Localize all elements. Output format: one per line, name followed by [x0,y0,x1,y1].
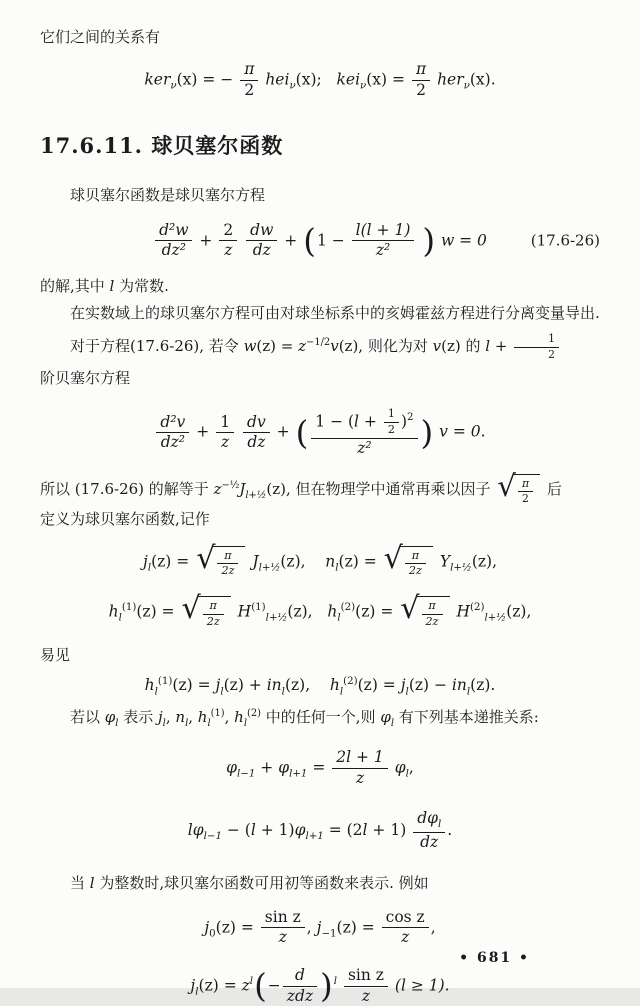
her-subscript: ν [463,80,470,92]
J-symbol: J [252,551,259,570]
left-paren: ( [254,967,267,1006]
radical-sign: √ [497,468,516,503]
equation-17-6-26 [40,222,600,261]
plus-sign: + [284,230,298,249]
her-symbol: her [437,70,464,89]
two-over-z-fraction: $\frac{2}{z}$ [219,222,237,261]
j-symbol: j [143,551,148,570]
right-paren: ) [422,221,436,260]
v-equals-zero: v = 0. [439,422,486,441]
section-heading [40,130,600,160]
J-subscript: l+½ [245,489,267,501]
l-variable: l [89,873,95,892]
paragraph-transform: 对于方程(17.6-26), 若令 $w(z) = z^{-1/2}v(z)$, 则化为对 v(z) 的 l + $\frac{1}{2}$ [40,333,600,361]
equation-bessel-v [40,408,600,457]
z-exponent: −½ [221,479,240,491]
h-symbol: h [108,602,119,621]
radical-sign: √ [383,540,403,576]
left-paren: ( [295,413,309,452]
n-symbol: n [325,551,336,570]
one-over-z-fraction: $\frac{1}{z}$ [216,414,234,453]
plus-sign: + [196,422,210,441]
w-equals-zero: w = 0 [440,230,487,249]
pi-over-2-fraction: $\frac{\pi}{2}$ [412,61,430,100]
paragraph-equation-intro: 球贝塞尔函数是球贝塞尔方程 [70,185,266,204]
paragraph-solution-note: 的解,其中 l 为常数. [40,277,169,296]
right-paren: ) [320,967,333,1006]
one-minus: 1 − [316,230,345,249]
sinz-over-z-fraction: $\frac{\text{sin z}}{z}$ [261,909,305,948]
l-variable: l [109,277,115,296]
d2w-dz2-fraction: $\frac{\text{d²w}}{\text{dz²}}$ [155,222,192,261]
one-half-fraction: $\frac{1}{2}$ [384,408,399,437]
v-variable: v [330,337,339,356]
eq-text: (x) = [366,70,405,89]
l-l-plus-1-over-z2-fraction: $\frac{l(l + 1)}{\text{z²}}$ [352,222,415,261]
z-variable: z [298,337,307,356]
paragraph-integer: 当 l 为整数时,球贝塞尔函数可用初等函数来表示. 例如 [70,873,429,892]
equation-jl-nl: $j_l(z)$ = √ $\frac{\pi}{2z}$ $J_{l+\frac{1}{2}}(z)$, $n_l(z)$ = √ $\frac{\pi}{2z}$ $Y_{l+\frac{1}{2}}(z)$, [143,540,497,578]
paragraph-so: 所以 (17.6-26) 的解等于 $z^{-\frac{1}{2}}J_{l+\frac{1}{2}}(z)$, 但在物理学中通常再乘以因子 √ $\frac{\pi}{2}$ 后 [40,468,562,506]
paragraph-any: 若以 $\varphi_l$ 表示 $j_l$, $n_l$, $h_l^{(1)}$, $h_l^{(2)}$ 中的任何一个,则 $\varphi_l$ 有下列基本递推关系: [70,708,539,730]
dphi-dz-fraction: $\frac{d\varphi_l}{dz}$ [413,810,445,852]
d2v-dz2-fraction: $\frac{\text{d²v}}{\text{dz²}}$ [156,414,189,453]
2l-plus-1-over-z-fraction: $\frac{2l + 1}{z}$ [332,749,388,788]
v-variable: v [432,337,442,356]
z-variable: z [213,479,222,498]
condition: (l ≥ 1). [389,976,450,995]
hei-subscript: ν [289,80,296,92]
pi-over-2-fraction: $\frac{\pi}{2}$ [240,61,258,100]
equation-ker-kei [40,61,600,100]
radical-sign: √ [400,591,420,627]
H-symbol: H [237,602,252,621]
paragraph-define: 定义为球贝塞尔函数,记作 [40,509,210,528]
Y-symbol: Y [439,551,451,570]
plus-sign: + [199,230,213,249]
eq-text: (x) = − [176,70,234,89]
section-number: 17.6.11. [40,132,143,158]
dv-dz-fraction: $\frac{dv}{dz}$ [243,414,270,453]
equation-h-jn: $h_l^{(1)}(z) = j_l(z) + in_l(z)$, $h_l^{(2)}(z) = j_l(z) - in_l(z)$. [144,675,496,698]
ker-symbol: ker [144,70,171,89]
w-variable: w [243,337,257,356]
hei-symbol: hei [265,70,290,89]
equation-h1-h2: $h_l^{(1)}(z)$ = √ $\frac{\pi}{2z}$ $H^{(1)}_{l+\frac{1}{2}}(z)$, $h_l^{(2)}(z)$ = √ $\frac{\pi}{2z}$ $H^{(2)}_{l+\frac{1}{2}}(z)$, [108,591,532,629]
equation-j0: $j_0(z)$ = $\frac{\text{sin z}}{z}$ , $j_{-1}(z)$ = $\frac{\text{cos z}}{z}$ , [204,907,436,947]
plus-sign: + [276,422,290,441]
eq-text: (x). [469,70,496,89]
kei-subscript: ν [360,80,367,92]
l-plus: l + [485,337,513,356]
radical-sign: √ [196,540,216,576]
sqrt-pi-over-2z: √ $\frac{\pi}{2z}$ [384,546,433,579]
sqrt-pi-over-2z: √ $\frac{\pi}{2z}$ [400,596,449,629]
right-paren: ) [420,413,434,452]
left-paren: ( [303,221,316,260]
eq-text: (x); [295,70,322,89]
sinz-over-z-fraction: $\frac{\text{sin z}}{z}$ [344,967,388,1006]
section-title: 球贝塞尔函数 [151,132,284,158]
sqrt-pi-over-2: √ $\frac{\pi}{2}$ [497,474,540,506]
cosz-over-z-fraction: $\frac{\text{cos z}}{z}$ [382,909,429,948]
radical-sign: √ [181,591,201,627]
phi-symbol: φ [104,708,116,727]
phi-symbol: φ [380,708,391,727]
ker-subscript: ν [170,80,177,92]
paragraph-origin: 在实数域上的球贝塞尔方程可由对球坐标系中的亥姆霍兹方程进行分离变量导出. [70,304,600,323]
one-half-fraction: $\frac{1}{2}$ [514,333,559,361]
H-symbol: H [456,602,470,621]
paragraph-easy: 易见 [40,645,71,664]
dw-dz-fraction: $\frac{dw}{dz}$ [246,222,277,261]
equation-recurrence-1: $\varphi_{l-1} + \varphi_{l+1}$ = $\frac{2l + 1}{z}$ $\varphi_l$, [226,748,414,788]
d-over-zdz-fraction: $\frac{d}{\text{zdz}}$ [283,967,317,1006]
paragraph-order: 阶贝塞尔方程 [40,369,131,388]
equation-jl-general: $j_l(z) = z^l(-$ $\frac{d}{\text{zdz}}$ )$^l$ $\frac{\text{sin z}}{z}$ (l ≥ 1). [190,966,450,1006]
intro-line: 它们之间的关系有 [40,28,161,46]
J-symbol: J [239,479,246,498]
z-exponent: −1/2 [306,337,331,349]
kei-symbol: kei [336,70,361,89]
numerator-composite-fraction: 1 − (l + $\frac{1}{2}$ )$^2$ z² [311,408,417,457]
sqrt-pi-over-2z: √ $\frac{\pi}{2z}$ [181,596,230,629]
sqrt-pi-over-2z: √ $\frac{\pi}{2z}$ [196,546,245,579]
page-number: • 681 • [459,950,530,966]
equation-recurrence-2: $l\varphi_{l-1} - (l + 1)\varphi_{l+1} = (2l + 1)$ $\frac{d\varphi_l}{dz}$ . [187,808,453,851]
equation-number-tag: (17.6-26) [530,231,600,250]
h-symbol: h [327,602,338,621]
